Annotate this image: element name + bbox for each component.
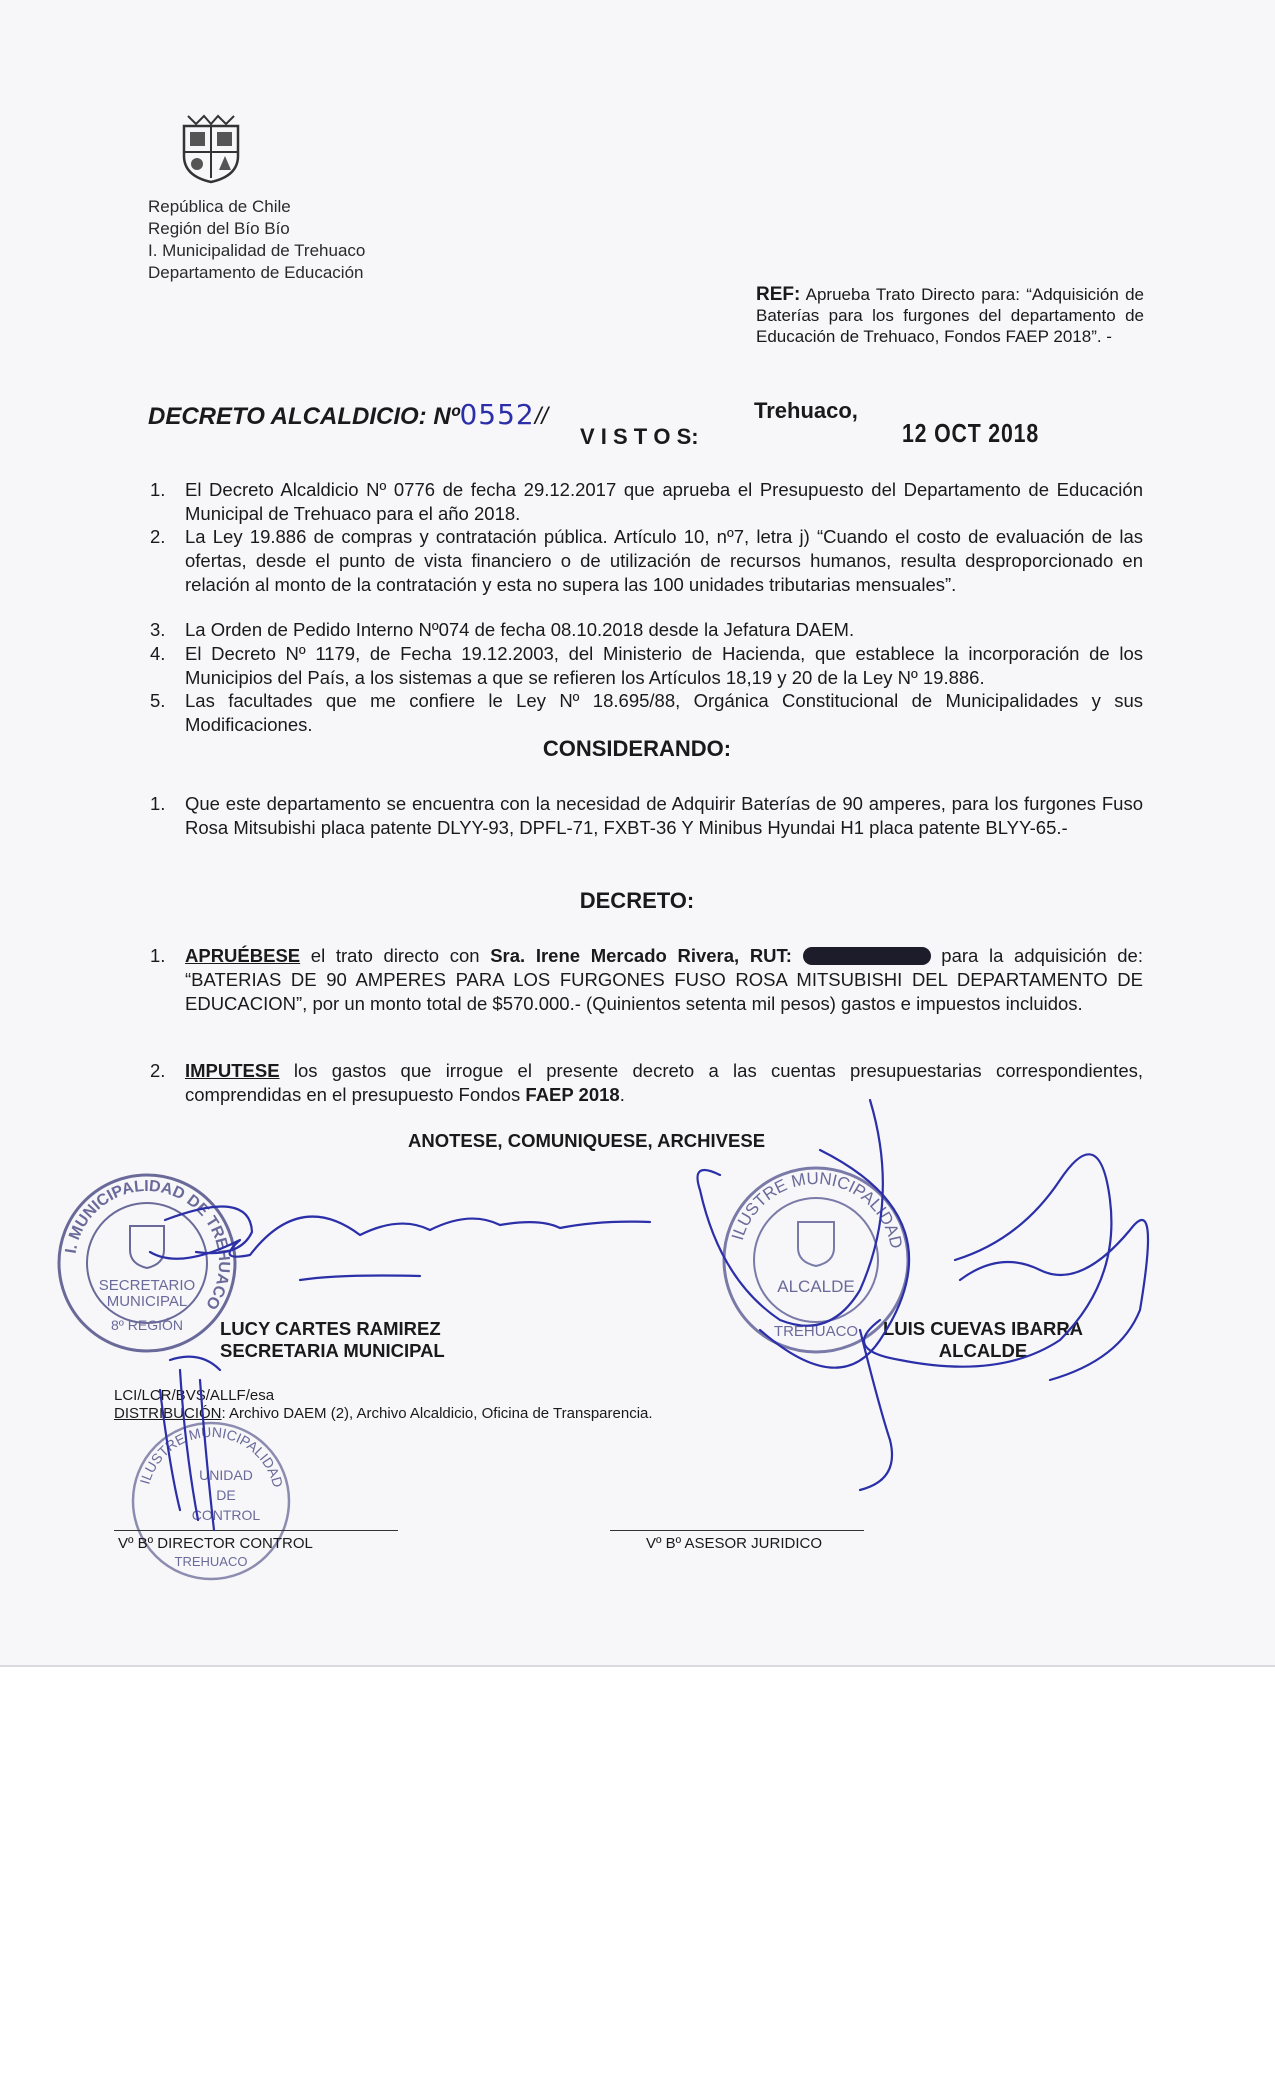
date-stamp: 12 OCT 2018 <box>902 418 1040 448</box>
mayor-title: ALCALDE <box>938 1340 1028 1361</box>
item-number: 3. <box>150 619 166 640</box>
decree-title-label: DECRETO ALCALDICIO: Nº <box>148 403 460 430</box>
item-text: Que este departamento se encuentra con la necesidad de Adquirir Baterías de 90 amperes, para los furgones Fuso Rosa Mitsubishi placa patente DLYY-93, DPFL-71, FXBT-36 Y Minibus Hyundai H1 placa patente BLYY-65.- <box>185 793 1143 838</box>
distribution-label: DISTRIBUCIÓN <box>114 1405 222 1422</box>
item-text-part: los gastos que irrogue el presente decreto a las cuentas presupuestarias correspondientes, comprendidas en el presupuesto Fondos <box>185 1060 1143 1105</box>
item-text: El Decreto Nº 1179, de Fecha 19.12.2003, del Ministerio de Hacienda, que establece la incorporación de los Municipios del País, a los sistemas a que se refieren los Artículos 18,19 y 20 de la Ley Nº 19.886. <box>185 643 1143 688</box>
item-number: 2. <box>150 1060 166 1081</box>
item-number: 1. <box>150 793 166 814</box>
secretary-title: SECRETARIA MUNICIPAL <box>220 1340 445 1361</box>
stamp-inner-text: CONTROL <box>191 1507 261 1523</box>
item-number: 2. <box>150 526 166 547</box>
item-text <box>185 944 1143 1016</box>
decree-place: Trehuaco, <box>754 398 858 423</box>
stamp-inner-text: ALCALDE <box>777 1277 855 1296</box>
supplier-name: Sra. Irene Mercado Rivera, RUT: <box>490 945 792 966</box>
item-number: 1. <box>150 945 166 966</box>
item-text-part: para la adquisición de: “BATERIAS DE 90 AMPERES PARA LOS FURGONES FUSO ROSA MITSUBISHI DEL DEPARTAMENTO DE EDUCACION”, por un monto total de $570.000.- (Quinientos setenta mil pesos) gastos e impuestos incluidos. <box>185 945 1143 1014</box>
letterhead <box>148 196 468 284</box>
stamp-inner-text: DE <box>216 1487 236 1503</box>
header-line-department: Departamento de Educación <box>148 263 364 282</box>
stamp-bottom-text: TREHUACO <box>773 1323 859 1340</box>
control-initials-marks <box>140 1350 260 1550</box>
approve-verb: APRUÉBESE <box>185 945 301 966</box>
redacted-rut <box>803 947 931 965</box>
reference-block <box>756 284 1144 347</box>
vistos-heading: V I S T O S: <box>580 424 699 449</box>
decree-title <box>148 398 548 431</box>
considerando-heading: CONSIDERANDO: <box>542 736 732 761</box>
coat-of-arms-icon <box>180 112 242 184</box>
item-number: 5. <box>150 690 166 711</box>
reference-label: REF: <box>756 284 801 305</box>
header-line-region: Región del Bío Bío <box>148 219 290 238</box>
secretary-name: LUCY CARTES RAMIREZ <box>220 1318 441 1339</box>
stamp-inner-text: MUNICIPAL <box>106 1293 188 1310</box>
stamp-ring-text: ILUSTRE MUNICIPALIDAD <box>727 1168 907 1251</box>
reference-text: Aprueba Trato Directo para: “Adquisición de Baterías para los furgones del departamento de Educación de Trehuaco, Fondos FAEP 2018”. - <box>756 285 1144 346</box>
item-text-part: el trato directo con <box>300 945 491 966</box>
item-text-part: . <box>619 1084 625 1105</box>
initials: LCI/LCR/BVS/ALLF/esa <box>114 1387 275 1404</box>
item-text: La Ley 19.886 de compras y contratación pública. Artículo 10, nº7, letra j) “Cuando el costo de evaluación de las ofertas, desde el punto de vista financiero o de utilización de recursos humanos, resulta desproporcionado en relación al monto de la contratación y esta no supera las 100 unidades tributarias mensuales”. <box>185 526 1143 595</box>
stamp-bottom-text: 8º REGIÓN <box>110 1317 184 1333</box>
header-line-country: República de Chile <box>148 197 291 216</box>
decree-number-suffix: // <box>534 403 549 430</box>
vb-legal-advisor: Vº Bº ASESOR JURIDICO <box>646 1535 822 1552</box>
stamp-ring-text: ILUSTRE MUNICIPALIDAD <box>136 1423 287 1490</box>
impute-verb: IMPUTESE <box>185 1060 280 1081</box>
stamp-ring-text: I. MUNICIPALIDAD DE TREHUACO <box>62 1177 233 1313</box>
decree-number-handwritten: 0552 <box>459 398 535 431</box>
stamp-bottom-text: TREHUACO <box>174 1554 248 1569</box>
stamp-inner-text: UNIDAD <box>199 1467 253 1483</box>
item-number: 1. <box>150 479 166 500</box>
fund-name: FAEP 2018 <box>525 1084 620 1105</box>
decreto-heading: DECRETO: <box>579 888 695 913</box>
header-line-municipality: I. Municipalidad de Trehuaco <box>148 241 366 260</box>
signature-line-legal <box>610 1530 864 1531</box>
item-text: Las facultades que me confiere le Ley Nº 18.695/88, Orgánica Constitucional de Municipalidades y sus Modificaciones. <box>185 690 1143 735</box>
stamp-inner-text: SECRETARIO <box>98 1277 196 1294</box>
distribution-text: : Archivo DAEM (2), Archivo Alcaldicio, Oficina de Transparencia. <box>221 1405 653 1422</box>
closing-formula: ANOTESE, COMUNIQUESE, ARCHIVESE <box>408 1130 766 1151</box>
mayor-name: LUIS CUEVAS IBARRA <box>882 1318 1084 1339</box>
item-number: 4. <box>150 643 166 664</box>
item-text: La Orden de Pedido Interno Nº074 de fecha 08.10.2018 desde la Jefatura DAEM. <box>185 619 855 640</box>
item-text: El Decreto Alcaldicio Nº 0776 de fecha 29.12.2017 que aprueba el Presupuesto del Departamento de Educación Municipal de Trehuaco para el año 2018. <box>185 479 1143 524</box>
vb-director-control: Vº Bº DIRECTOR CONTROL <box>118 1535 313 1552</box>
